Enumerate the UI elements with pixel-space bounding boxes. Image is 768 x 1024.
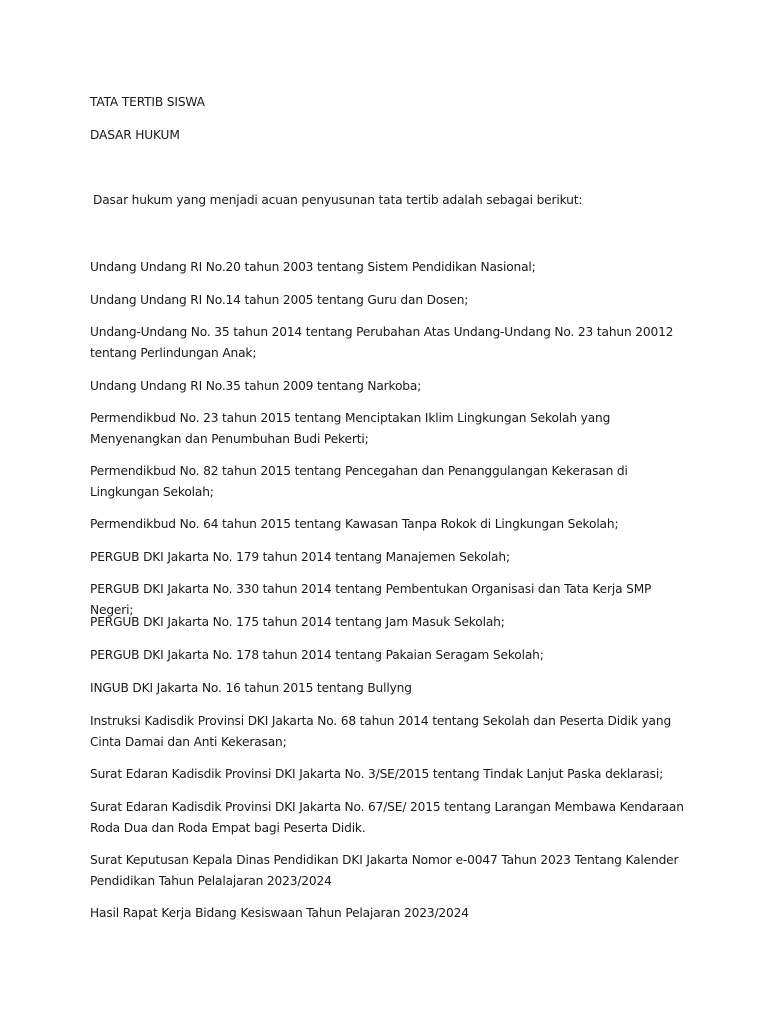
legal-basis-item: Undang-Undang No. 35 tahun 2014 tentang Perubahan Atas Undang-Undang No. 23 tahun 20012 tentang Perlindungan Anak;: [90, 325, 674, 360]
legal-basis-item: PERGUB DKI Jakarta No. 179 tahun 2014 tentang Manajemen Sekolah;: [90, 550, 510, 564]
document-title: TATA TERTIB SISWA: [90, 95, 205, 109]
legal-basis-item: Permendikbud No. 23 tahun 2015 tentang Menciptakan Iklim Lingkungan Sekolah yang Menyenangkan dan Penumbuhan Budi Pekerti;: [90, 411, 611, 446]
legal-basis-item: PERGUB DKI Jakarta No. 175 tahun 2014 tentang Jam Masuk Sekolah;: [90, 615, 505, 629]
legal-basis-item: Undang Undang RI No.14 tahun 2005 tentang Guru dan Dosen;: [90, 293, 469, 307]
legal-basis-item: INGUB DKI Jakarta No. 16 tahun 2015 tentang Bullyng: [90, 681, 412, 695]
legal-basis-item: Permendikbud No. 82 tahun 2015 tentang Pencegahan dan Penanggulangan Kekerasan di Lingkungan Sekolah;: [90, 464, 628, 499]
legal-basis-item: Surat Keputusan Kepala Dinas Pendidikan DKI Jakarta Nomor e-0047 Tahun 2023 Tentang Kalender Pendidikan Tahun Pelalajaran 2023/2024: [90, 853, 679, 888]
legal-basis-item: Instruksi Kadisdik Provinsi DKI Jakarta No. 68 tahun 2014 tentang Sekolah dan Peserta Didik yang Cinta Damai dan Anti Kekerasan;: [90, 714, 672, 749]
legal-basis-item: Surat Edaran Kadisdik Provinsi DKI Jakarta No. 67/SE/ 2015 tentang Larangan Membawa Kendaraan Roda Dua dan Roda Empat bagi Peserta Didik.: [90, 800, 684, 835]
intro-paragraph: Dasar hukum yang menjadi acuan penyusunan tata tertib adalah sebagai berikut:: [93, 193, 583, 207]
legal-basis-item: Permendikbud No. 64 tahun 2015 tentang Kawasan Tanpa Rokok di Lingkungan Sekolah;: [90, 517, 619, 531]
legal-basis-item: PERGUB DKI Jakarta No. 178 tahun 2014 tentang Pakaian Seragam Sekolah;: [90, 648, 544, 662]
legal-basis-item: Undang Undang RI No.35 tahun 2009 tentang Narkoba;: [90, 379, 422, 393]
legal-basis-item: Surat Edaran Kadisdik Provinsi DKI Jakarta No. 3/SE/2015 tentang Tindak Lanjut Paska deklarasi;: [90, 767, 664, 781]
section-heading: DASAR HUKUM: [90, 128, 180, 142]
legal-basis-item: PERGUB DKI Jakarta No. 330 tahun 2014 tentang Pembentukan Organisasi dan Tata Kerja SMP Negeri;: [90, 582, 652, 617]
legal-basis-item: Hasil Rapat Kerja Bidang Kesiswaan Tahun Pelajaran 2023/2024: [90, 906, 469, 920]
legal-basis-item: Undang Undang RI No.20 tahun 2003 tentang Sistem Pendidikan Nasional;: [90, 260, 536, 274]
